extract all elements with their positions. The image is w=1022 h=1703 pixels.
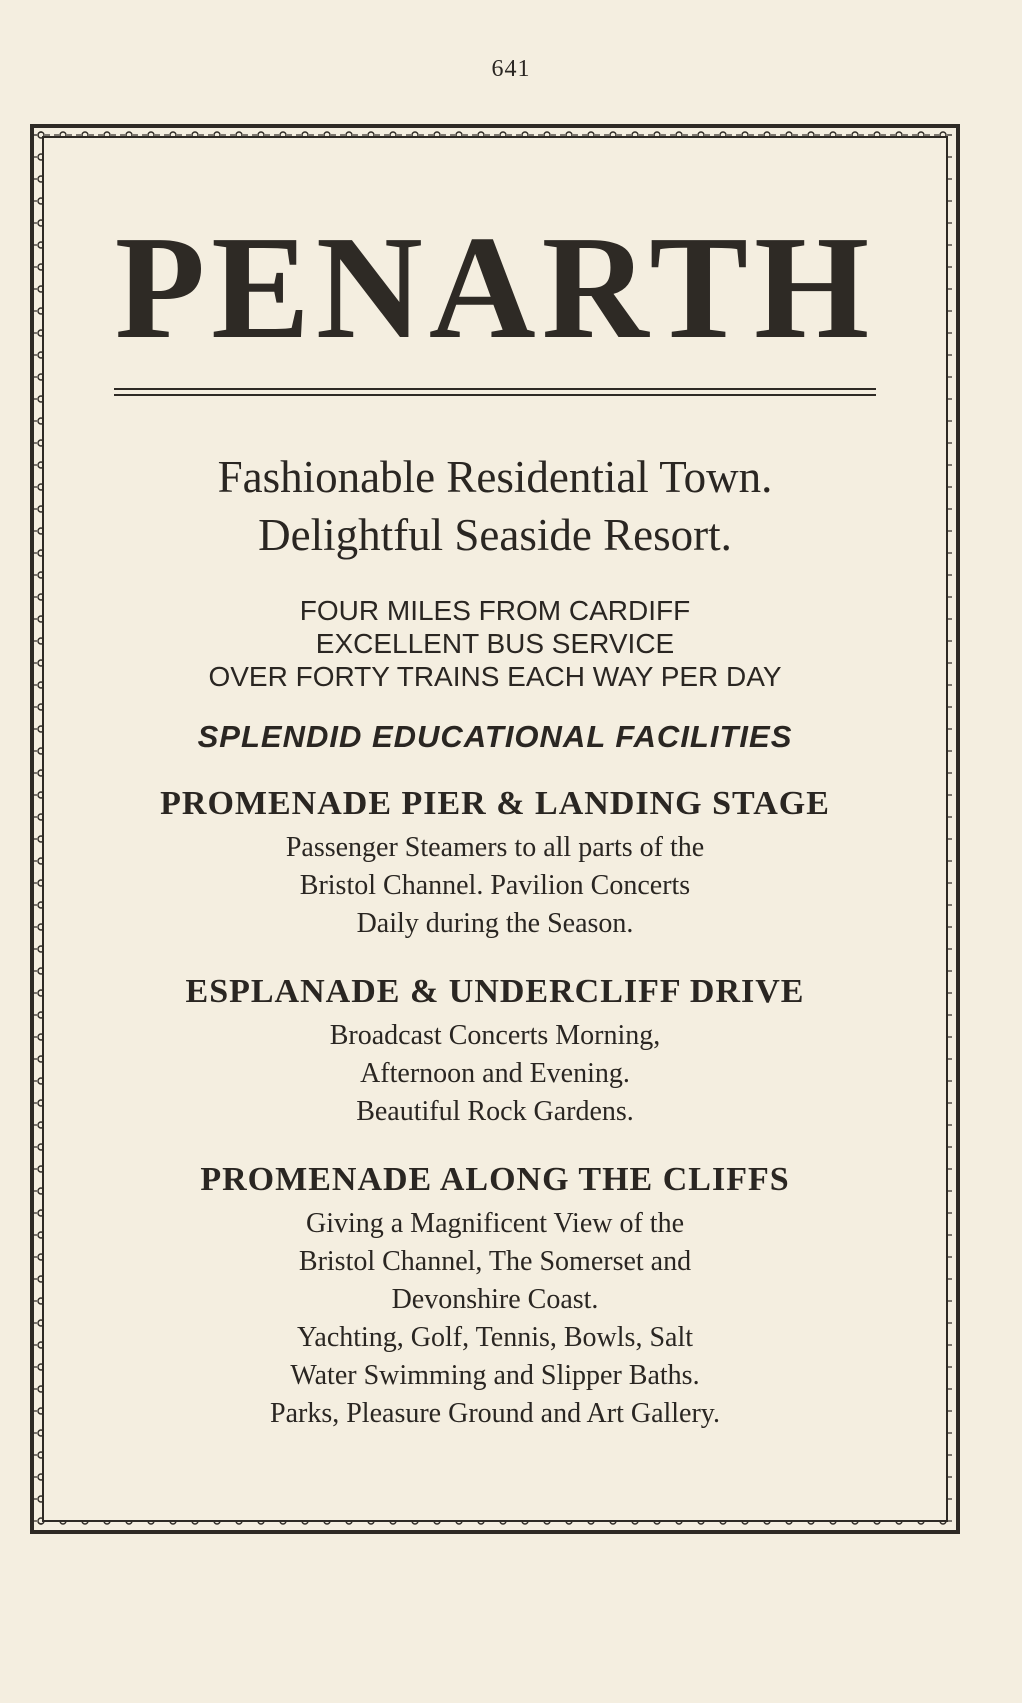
section-line: Afternoon and Evening.: [360, 1058, 630, 1089]
title-double-rule: [114, 388, 876, 396]
section-line: Beautiful Rock Gardens.: [356, 1096, 634, 1127]
transport-info: [30, 594, 960, 693]
section-line: Bristol Channel, The Somerset and: [298, 1246, 692, 1277]
section-body: [30, 829, 960, 943]
tagline-line: Delightful Seaside Resort.: [258, 510, 732, 560]
advert-content: [30, 124, 960, 1433]
advert-title: PENARTH: [114, 206, 876, 370]
tagline: [30, 448, 960, 564]
section-body: [30, 1017, 960, 1131]
transport-line: EXCELLENT BUS SERVICE: [315, 628, 675, 659]
section-line: Giving a Magnificent View of the: [305, 1208, 685, 1239]
section-heading: PROMENADE ALONG THE CLIFFS: [200, 1161, 790, 1198]
section-cliffs: [30, 1161, 960, 1433]
page-number: 641: [491, 56, 531, 82]
section-line: Yachting, Golf, Tennis, Bowls, Salt: [296, 1322, 694, 1353]
section-line: Parks, Pleasure Ground and Art Gallery.: [270, 1398, 720, 1429]
section-line: Passenger Steamers to all parts of the: [285, 832, 705, 863]
section-heading: ESPLANADE & UNDERCLIFF DRIVE: [185, 973, 805, 1010]
section-line: Devonshire Coast.: [391, 1284, 599, 1315]
section-line: Water Swimming and Slipper Baths.: [290, 1360, 700, 1391]
section-esplanade: [30, 973, 960, 1131]
transport-line: OVER FORTY TRAINS EACH WAY PER DAY: [208, 661, 782, 692]
tagline-line: Fashionable Residential Town.: [217, 452, 773, 502]
section-line: Bristol Channel. Pavilion Concerts: [299, 870, 691, 901]
section-pier: [30, 785, 960, 943]
section-line: Daily during the Season.: [356, 908, 634, 939]
section-heading: PROMENADE PIER & LANDING STAGE: [160, 785, 830, 822]
education-heading: SPLENDID EDUCATIONAL FACILITIES: [197, 719, 793, 754]
section-body: [30, 1205, 960, 1433]
section-line: Broadcast Concerts Morning,: [329, 1020, 661, 1051]
transport-line: FOUR MILES FROM CARDIFF: [299, 595, 691, 626]
